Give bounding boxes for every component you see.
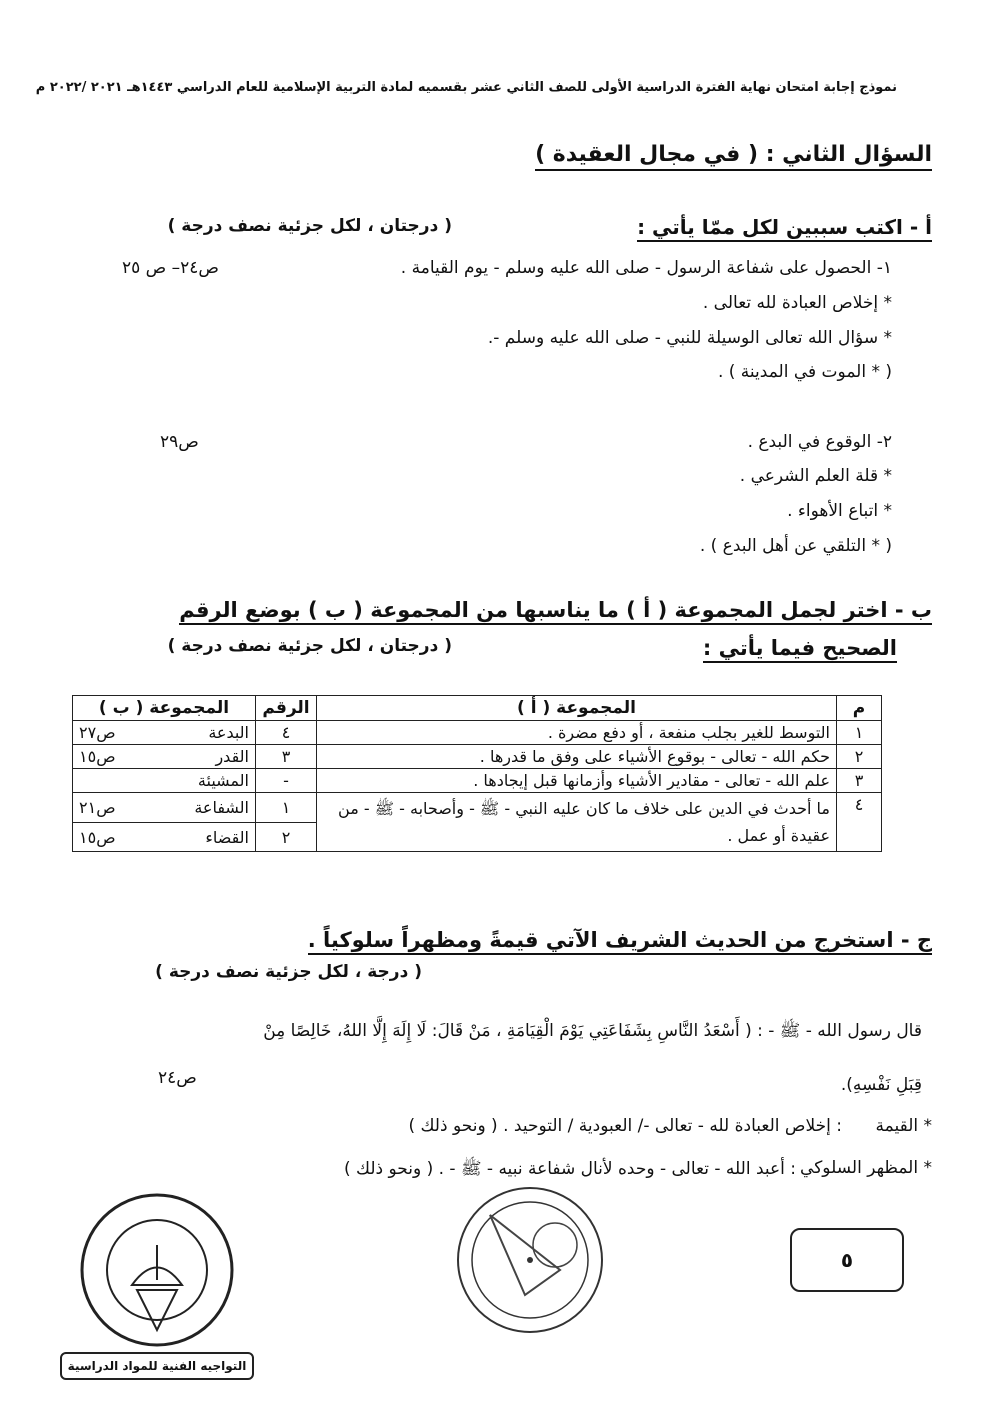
section-a-item1-page: ص٢٤– ص ٢٥ <box>122 258 219 278</box>
row-group-b: الشفاعة <box>194 797 249 817</box>
seal-caption: التواجيه الفنية للمواد الدراسية <box>60 1352 254 1380</box>
table-header-row <box>73 696 882 721</box>
section-a-item2-page: ص٢٩ <box>160 432 199 452</box>
row-group-a: علم الله - تعالى - مقادير الأشياء وأزمانها قبل إيجادها . <box>317 769 837 793</box>
ministry-seal-icon <box>70 1190 245 1375</box>
page-number-box <box>790 1228 904 1292</box>
row-page: ص٢٧ <box>79 723 116 742</box>
row-number: ١ <box>256 793 317 823</box>
section-a-item2: ٢- الوقوع في البدع . <box>747 432 892 452</box>
behavior-text: : أعبد الله - تعالى - وحده لأنال شفاعة نبيه - ﷺ - . ( ونحو ذلك ) <box>343 1159 796 1179</box>
section-a-item1-answer: * إخلاص العبادة لله تعالى . <box>702 293 892 313</box>
section-a-title: أ - اكتب سببين لكل ممّا يأتي : <box>637 215 932 242</box>
row-m: ٤ <box>837 793 882 852</box>
table-row <box>73 793 882 823</box>
section-b-grade: ( درجتان ، لكل جزئية نصف درجة ) <box>167 636 452 656</box>
table-row <box>73 745 882 769</box>
table-row <box>73 769 882 793</box>
header-number: الرقم <box>256 696 317 721</box>
table-row <box>73 721 882 745</box>
row-number: ٤ <box>256 721 317 745</box>
section-a-item1: ١- الحصول على شفاعة الرسول - صلى الله عليه وسلم - يوم القيامة . <box>400 258 892 278</box>
header-group-a: المجموعة ( أ ) <box>317 696 837 721</box>
section-a-item1-answer: * سؤال الله تعالى الوسيلة للنبي - صلى الله عليه وسلم -. <box>487 328 892 348</box>
row-number: ٢ <box>256 822 317 852</box>
section-a-item1-answer: ( * الموت في المدينة ) . <box>717 362 892 382</box>
row-m: ٢ <box>837 745 882 769</box>
row-group-b: البدعة <box>208 723 249 742</box>
matching-table <box>72 695 882 852</box>
row-number: ٣ <box>256 745 317 769</box>
behavior-label: * المظهر السلوكي <box>800 1158 932 1178</box>
section-a-item2-answer: ( * التلقي عن أهل البدع ) . <box>699 536 892 556</box>
row-group-b: المشيئة <box>197 771 249 790</box>
row-group-a: ما أحدث في الدين على خلاف ما كان عليه النبي - ﷺ - وأصحابه - ﷺ - من عقيدة أو عمل . <box>317 793 837 852</box>
committee-stamp-icon <box>450 1175 610 1345</box>
row-group-b: القدر <box>215 747 249 766</box>
row-number: - <box>256 769 317 793</box>
row-group-a: التوسط للغير بجلب منفعة ، أو دفع مضرة . <box>317 721 837 745</box>
hadith-page: ص٢٤ <box>158 1068 197 1088</box>
value-label: * القيمة <box>875 1116 932 1136</box>
row-group-a: حكم الله - تعالى - بوقوع الأشياء على وفق ما قدرها . <box>317 745 837 769</box>
hadith-line1: قال رسول الله - ﷺ - : ( أَسْعَدُ النَّاسِ بِشَفَاعَتِي يَوْمَ الْقِيَامَةِ ، مَنْ قَالَ: لَا إِلَهَ إِلَّا اللهُ، خَالِصًا مِنْ <box>263 1021 922 1041</box>
document-header: نموذج إجابة امتحان نهاية الفترة الدراسية الأولى للصف الثاني عشر بقسميه لمادة التربية الإسلامية للعام الدراسي ١٤٤٣هـ ٢٠٢١ /٢٠٢٢ م <box>35 80 897 95</box>
page-number: ٥ <box>840 1248 854 1272</box>
row-m: ١ <box>837 721 882 745</box>
row-page: ص١٥ <box>79 827 116 847</box>
value-text: : إخلاص العبادة لله - تعالى -/ العبودية / التوحيد . ( ونحو ذلك ) <box>408 1116 842 1136</box>
row-page: ص١٥ <box>79 747 116 766</box>
row-page: ص٢١ <box>79 797 116 817</box>
section-a-item2-answer: * قلة العلم الشرعي . <box>739 466 892 486</box>
section-a-item2-answer: * اتباع الأهواء . <box>787 501 892 521</box>
section-a-grade: ( درجتان ، لكل جزئية نصف درجة ) <box>167 216 452 236</box>
hadith-line2: قِبَلِ نَفْسِهِ). <box>840 1075 922 1095</box>
section-b-title: ب - اختر لجمل المجموعة ( أ ) ما يناسبها من المجموعة ( ب ) بوضع الرقم <box>179 598 932 625</box>
section-c-grade: ( درجة ، لكل جزئية نصف درجة ) <box>155 962 422 982</box>
header-m: م <box>837 696 882 721</box>
header-group-b: المجموعة ( ب ) <box>73 696 256 721</box>
row-m: ٣ <box>837 769 882 793</box>
section-b-title-cont: الصحيح فيما يأتي : <box>703 636 897 663</box>
section-c-title: ج - استخرج من الحديث الشريف الآتي قيمةً ومظهراً سلوكياً . <box>308 928 932 955</box>
row-group-b: القضاء <box>205 827 249 847</box>
question-title: السؤال الثاني : ( في مجال العقيدة ) <box>535 142 932 171</box>
